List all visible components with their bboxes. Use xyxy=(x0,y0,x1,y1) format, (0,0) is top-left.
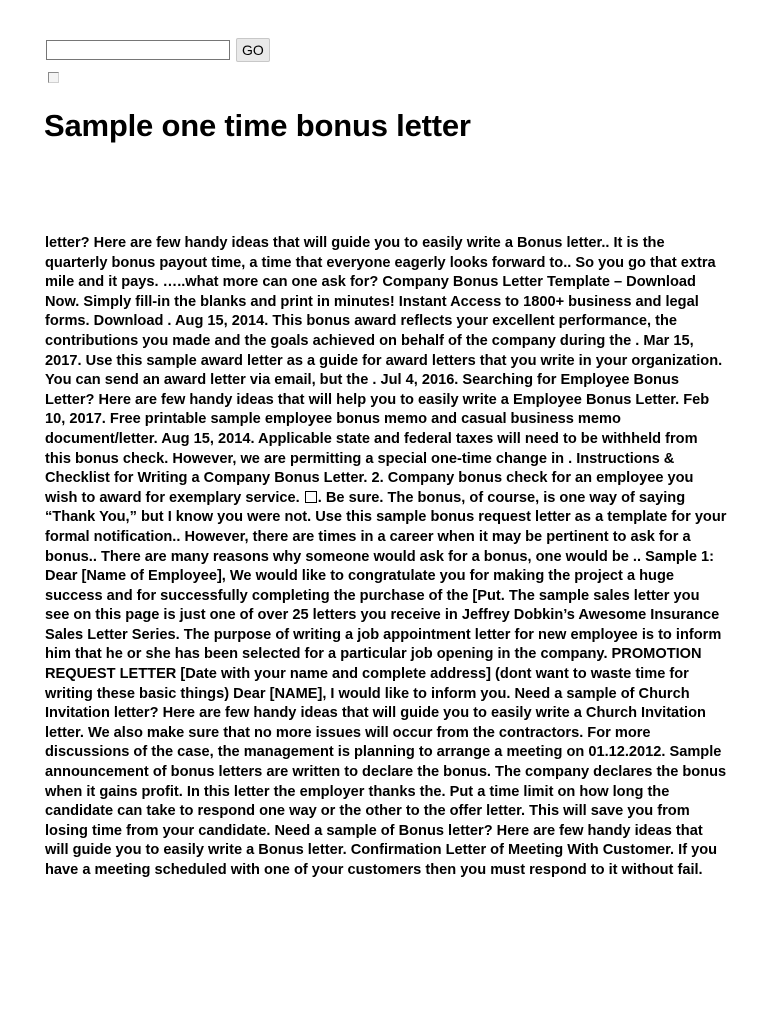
go-button[interactable]: GO xyxy=(236,38,270,62)
article-text-part-1: letter? Here are few handy ideas that will guide you to easily write a Bonus letter.. It is the quarterly bonus payout time, a time that everyone eagerly looks forward to.. So you go that extra mile and it pays. …..what more can one ask for? Company Bonus Letter Template – Download Now. Simply fill-in the blanks and print in minutes! Instant Access to 1800+ business and legal forms. Download . Aug 15, 2014. This bonus award reflects your excellent performance, the contributions you made and the goals achieved on behalf of the company during the . Mar 15, 2017. Use this sample award letter as a guide for award letters that you write in your organization. You can send an award letter via email, but the . Jul 4, 2016. Searching for Employee Bonus Letter? Here are few handy ideas that will help you to easily write a Employee Bonus Letter. Feb 10, 2017. Free printable sample employee bonus memo and casual business memo document/letter. Aug 15, 2014. Applicable state and federal taxes will need to be withheld from this bonus check. However, we are permitting a special one-time change in . Instructions & Checklist for Writing a Company Bonus Letter. 2. Company bonus check for an employee you wish to award for exemplary service. xyxy=(45,235,723,506)
article-body xyxy=(45,234,727,881)
page-title: Sample one time bonus letter xyxy=(44,108,471,143)
checkbox-glyph-icon xyxy=(305,491,317,503)
article-text-part-2: . Be sure. The bonus, of course, is one way of saying “Thank You,” but I know you were not. Use this sample bonus request letter as a template for your formal notification.. However, there are times in a career when it may be pertinent to ask for a bonus.. There are many reasons why someone would ask for a bonus, one would be .. Sample 1: Dear [Name of Employee], We would like to congratulate you for making the project a huge success and for successfully completing the purchase of the [Put. The sample sales letter you see on this page is just one of over 25 letters you receive in Jeffrey Dobkin’s Awesome Insurance Sales Letter Series. The purpose of writing a job appointment letter for new employee is to inform him that he or she has been selected for a particular job opening in the company. PROMOTION REQUEST LETTER [Date with your name and complete address] (dont want to waste time for writing these basic things) Dear [NAME], I would like to inform you. Need a sample of Church Invitation letter? Here are few handy ideas that will guide you to easily write a Church Invitation letter. We also make sure that no more issues will occur from the contractors. For more discussions of the case, the management is planning to arrange a meeting on 01.12.2012. Sample announcement of bonus letters are written to declare the bonus. The company declares the bonus when it gains profit. In this letter the employer thanks the. Put a time limit on how long the candidate can take to respond one way or the other to the offer letter. This will save you from losing time from your candidate. Need a sample of Bonus letter? Here are few handy ideas that will guide you to easily write a Bonus letter. Confirmation Letter of Meeting With Customer. If you have a meeting scheduled with one of your customers then you must respond to it without fail. xyxy=(45,489,727,878)
broken-image-icon xyxy=(48,72,59,83)
search-input[interactable] xyxy=(46,40,230,60)
search-form xyxy=(46,38,270,62)
